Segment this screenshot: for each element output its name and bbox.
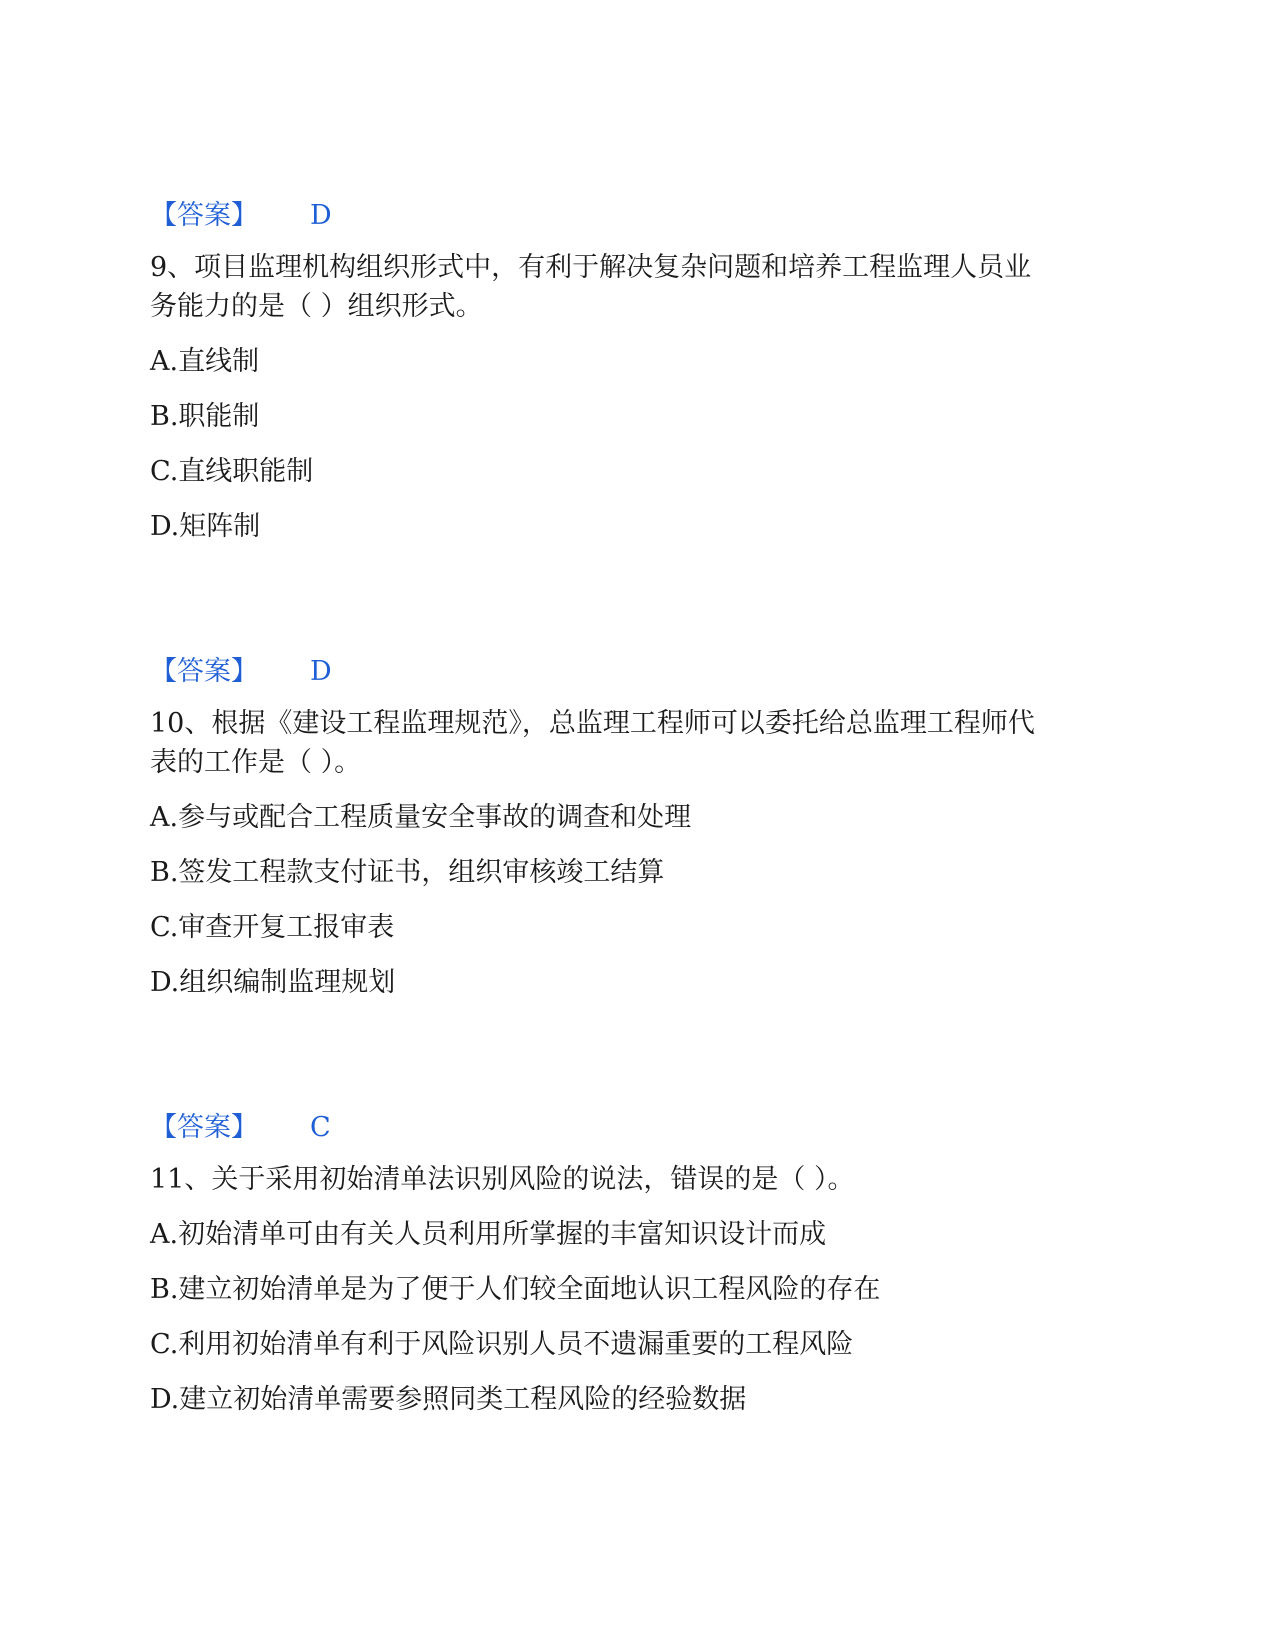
option-c: C.利用初始清单有利于风险识别人员不遗漏重要的工程风险 [150,1329,854,1360]
question-text: 9、项目监理机构组织形式中，有利于解决复杂问题和培养工程监理人员业 [150,252,1032,283]
answer-line [150,198,550,234]
question-text: 表的工作是（ ）。 [150,747,362,778]
answer-line [150,654,550,690]
option-c: C.审查开复工报审表 [150,912,395,943]
option-d: D.矩阵制 [150,511,261,542]
answer-line [150,1110,550,1146]
question-text: 11、关于采用初始清单法识别风险的说法，错误的是（ ）。 [150,1164,855,1195]
answer-label: 【答案】 [150,1112,258,1143]
answer-label: 【答案】 [150,656,258,687]
option-d: D.建立初始清单需要参照同类工程风险的经验数据 [150,1384,747,1415]
answer-value: D [310,656,332,687]
option-d: D.组织编制监理规划 [150,967,396,998]
answer-value: C [310,1112,331,1143]
option-a: A.参与或配合工程质量安全事故的调查和处理 [150,802,692,833]
option-a: A.直线制 [150,346,260,377]
answer-value: D [310,200,332,231]
option-b: B.建立初始清单是为了便于人们较全面地认识工程风险的存在 [150,1274,881,1305]
question-text: 10、根据《建设工程监理规范》，总监理工程师可以委托给总监理工程师代 [150,708,1035,739]
option-b: B.职能制 [150,401,260,432]
option-b: B.签发工程款支付证书，组织审核竣工结算 [150,857,665,888]
option-a: A.初始清单可由有关人员利用所掌握的丰富知识设计而成 [150,1219,827,1250]
option-c: C.直线职能制 [150,456,314,487]
answer-label: 【答案】 [150,200,258,231]
question-text: 务能力的是（ ）组织形式。 [150,291,483,322]
